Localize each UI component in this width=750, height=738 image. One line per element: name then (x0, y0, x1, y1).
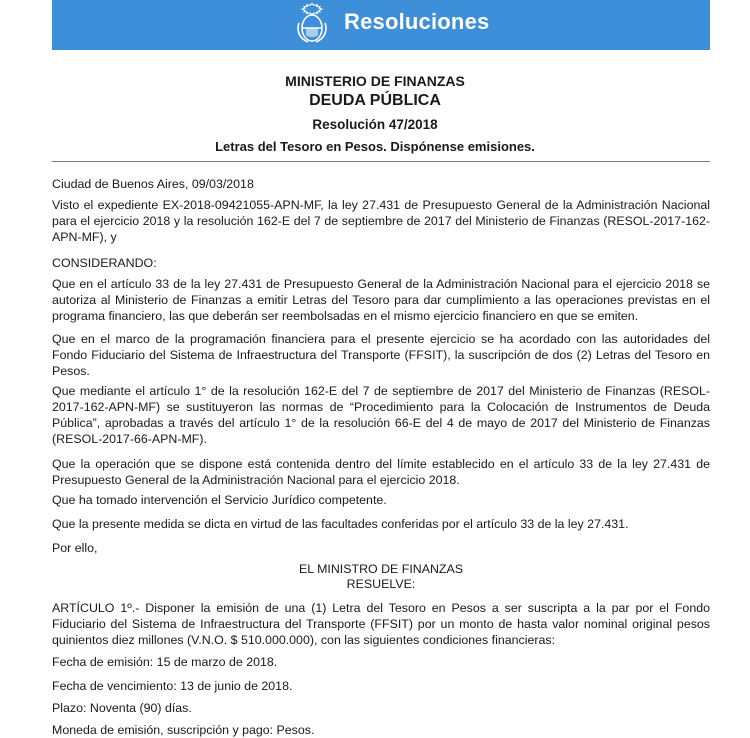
resolution-number: Resolución 47/2018 (312, 117, 438, 132)
considerando-paragraph-3: Que mediante el artículo 1° de la resolución 162-E del 7 de septiembre de 2017 del Ministerio de Finanzas (RESOL-2017-162-APN-MF) se sustituyeron las normas de “Procedimiento para la Colocación de Instrumentos de Deuda Pública”, aprobadas a través del artículo 1° de la resolución 66-E del 4 de mayo de 2017 del Ministerio de Finanzas (RESOL-2017-66-APN-MF). (52, 384, 710, 446)
place-date: Ciudad de Buenos Aires, 09/03/2018 (52, 177, 254, 191)
considerando-paragraph-1: Que en el artículo 33 de la ley 27.431 de Presupuesto General de la Administración Nacional para el ejercicio 2018 se autoriza al Ministerio de Finanzas a emitir Letras del Tesoro para dar cumplimiento a las operaciones previstas en el programa financiero, las que deberán ser reembolsadas en el mismo ejercicio financiero en que se emiten. (52, 277, 710, 323)
considerando-paragraph-2: Que en el marco de la programación financiera para el presente ejercicio se ha acordado con las autoridades del Fondo Fiduciario del Sistema de Infraestructura del Transporte (FFSIT), la suscripción de dos (2) Letras del Tesoro en Pesos. (52, 332, 710, 378)
area-heading: DEUDA PÚBLICA (309, 92, 441, 109)
considerando-label: CONSIDERANDO: (52, 256, 157, 270)
considerando-paragraph-4: Que la operación que se dispone está contenida dentro del límite establecido en el artículo 33 de la ley 27.431 de Presupuesto General de la Administración Nacional para el ejercicio 2018. (52, 457, 710, 487)
moneda: Moneda de emisión, suscripción y pago: Pesos. (52, 723, 315, 737)
argentina-coat-of-arms-icon (293, 3, 331, 45)
fecha-vencimiento: Fecha de vencimiento: 13 de junio de 2018. (52, 679, 293, 693)
articulo-1: ARTÍCULO 1º.- Disponer la emisión de una (1) Letra del Tesoro en Pesos a ser suscripta a la par por el Fondo Fiduciario del Sistema de Infraestructura del Transporte (FFSIT) por un monto de hasta valor nominal original pesos quinientos diez millones (V.N.O. $ 510.000.000), con las siguientes condiciones financieras: (52, 601, 710, 647)
visto-paragraph: Visto el expediente EX-2018-09421055-APN-MF, la ley 27.431 de Presupuesto General de la Administración Nacional para el ejercicio 2018 y la resolución 162-E del 7 de septiembre de 2017 del Ministerio de Finanzas (RESOL-2017-162-APN-MF), y (52, 198, 710, 244)
ministry-heading: MINISTERIO DE FINANZAS (285, 73, 465, 89)
minister-title: EL MINISTRO DE FINANZAS (298, 562, 464, 576)
considerando-paragraph-6: Que la presente medida se dicta en virtud de las facultades conferidas por el artículo 33 de la ley 27.431. (52, 517, 629, 531)
por-ello: Por ello, (52, 541, 98, 555)
fecha-emision: Fecha de emisión: 15 de marzo de 2018. (52, 655, 278, 669)
header-divider (52, 161, 710, 162)
resoluciones-banner (52, 0, 710, 50)
resuelve-label: RESUELVE: (346, 577, 416, 591)
considerando-paragraph-5: Que ha tomado intervención el Servicio Jurídico competente. (52, 493, 387, 507)
resolution-subtitle: Letras del Tesoro en Pesos. Dispónense emisiones. (215, 139, 535, 154)
plazo: Plazo: Noventa (90) días. (52, 701, 192, 715)
banner-title: Resoluciones (344, 9, 490, 34)
